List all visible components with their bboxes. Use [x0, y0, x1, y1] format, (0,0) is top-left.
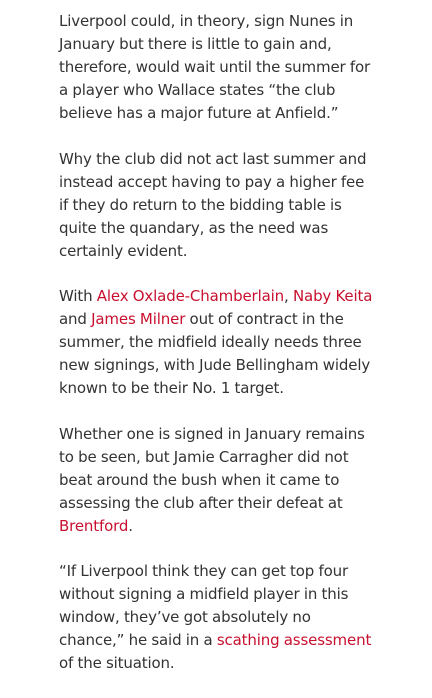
paragraph-text-before: “If Liverpool think they can get top four without signing a midfield player in this window, they’ve got absolutely no chance,” he said in a: [59, 562, 349, 649]
paragraph-midfield: [59, 285, 375, 400]
paragraph-quote: [59, 560, 375, 675]
article-body: [59, 10, 375, 698]
link-brentford[interactable]: Brentford: [59, 516, 129, 535]
paragraph-carragher: [59, 423, 375, 538]
paragraph-text-before: With: [59, 287, 97, 305]
separator: ,: [284, 287, 293, 305]
paragraph-text-before: Whether one is signed in January remains to be seen, but Jamie Carragher did not beat around the bush when it came to assessing the club after their defeat at: [59, 424, 365, 512]
link-james-milner[interactable]: James Milner: [91, 310, 186, 328]
link-alex-oxlade-chamberlain[interactable]: Alex Oxlade-Chamberlain: [96, 287, 285, 305]
paragraph-last-summer: [59, 148, 375, 263]
separator: and: [59, 310, 92, 328]
link-scathing-assessment[interactable]: scathing assessment: [216, 631, 372, 649]
paragraph-text-after: of the situation.: [59, 654, 175, 672]
paragraph-text-after: .: [128, 516, 133, 535]
paragraph-nunes: [59, 10, 375, 125]
paragraph-text-after: out of contract in the summer, the midfield ideally needs three new signings, with Jude Bellingham widely known to be their No. 1 target.: [59, 310, 371, 397]
paragraph-text: Liverpool could, in theory, sign Nunes in January but there is little to gain and, therefore, would wait until the summer for a player who Wallace states “the club believe has a major future at Anfield.”: [59, 12, 371, 122]
paragraph-text: Why the club did not act last summer and instead accept having to pay a higher fee if they do return to the bidding table is quite the quandary, as the need was certainly evident.: [59, 149, 367, 260]
link-naby-keita[interactable]: Naby Keita: [292, 287, 373, 305]
